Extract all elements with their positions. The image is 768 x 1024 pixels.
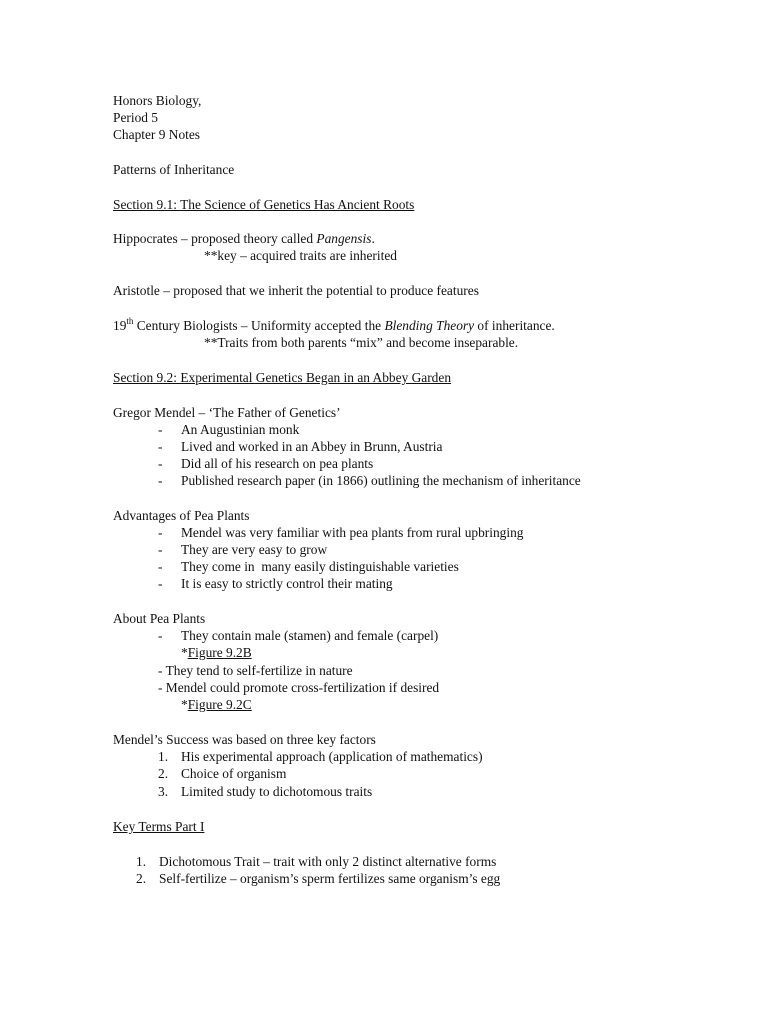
figure-9-2b: Figure 9.2B <box>187 645 252 660</box>
biologists-line <box>113 317 555 334</box>
list-item-text: Limited study to dichotomous traits <box>181 784 373 799</box>
list-item-text: Did all of his research on pea plants <box>181 456 374 471</box>
biologists-note: **Traits from both parents “mix” and become inseparable. <box>204 335 519 350</box>
period-line: Period 5 <box>113 110 159 125</box>
dash-marker: - <box>158 525 163 540</box>
list-item-text: Published research paper (in 1866) outlining the mechanism of inheritance <box>181 473 581 488</box>
number-marker: 2. <box>158 766 169 781</box>
number-marker: 3. <box>158 784 169 799</box>
list-item-text: Dichotomous Trait – trait with only 2 distinct alternative forms <box>159 854 497 869</box>
course-line: Honors Biology, <box>113 93 202 108</box>
dash-marker: - <box>158 542 163 557</box>
key-terms-heading: Key Terms Part I <box>113 819 205 834</box>
section-9-1-heading: Section 9.1: The Science of Genetics Has Ancient Roots <box>113 197 415 212</box>
hippocrates-text: Hippocrates – proposed theory called <box>113 231 317 246</box>
page-title: Patterns of Inheritance <box>113 162 235 177</box>
dash-marker: - <box>158 473 163 488</box>
mendel-title: Gregor Mendel – ‘The Father of Genetics’ <box>113 405 341 420</box>
number-marker: 1. <box>136 854 147 869</box>
hippocrates-line <box>113 230 375 247</box>
dash-marker: - <box>158 422 163 437</box>
figure-reference <box>181 644 252 661</box>
dash-marker: - <box>158 439 163 454</box>
list-item-text: They come in many easily distinguishable varieties <box>181 559 459 574</box>
dash-marker: - <box>158 628 163 643</box>
biologists-text: Century Biologists – Uniformity accepted the <box>133 318 385 333</box>
list-item-text: Choice of organism <box>181 766 287 781</box>
asterisk: * <box>181 645 188 660</box>
list-item-text: Lived and worked in an Abbey in Brunn, Austria <box>181 439 443 454</box>
number-marker: 1. <box>158 749 169 764</box>
century-number: 19 <box>113 318 127 333</box>
hippocrates-note: **key – acquired traits are inherited <box>204 248 397 263</box>
list-item-text: It is easy to strictly control their mating <box>181 576 393 591</box>
list-item-text: They are very easy to grow <box>181 542 328 557</box>
list-item-text: His experimental approach (application of mathematics) <box>181 749 483 764</box>
figure-9-2c: Figure 9.2C <box>187 697 252 712</box>
century-suffix: th <box>126 316 134 326</box>
dash-marker: - <box>158 576 163 591</box>
section-9-2-heading: Section 9.2: Experimental Genetics Began in an Abbey Garden <box>113 370 452 385</box>
self-fertilize-line: - They tend to self-fertilize in nature <box>158 663 353 678</box>
asterisk: * <box>181 697 188 712</box>
list-item-text: Mendel was very familiar with pea plants from rural upbringing <box>181 525 524 540</box>
pangensis-term: Pangensis <box>316 231 372 246</box>
list-item-text: An Augustinian monk <box>181 422 300 437</box>
chapter-line: Chapter 9 Notes <box>113 127 201 142</box>
advantages-title: Advantages of Pea Plants <box>113 508 250 523</box>
success-title: Mendel’s Success was based on three key factors <box>113 732 376 747</box>
number-marker: 2. <box>136 871 147 886</box>
aristotle-line: Aristotle – proposed that we inherit the potential to produce features <box>113 283 479 298</box>
list-item-text: They contain male (stamen) and female (carpel) <box>181 628 439 643</box>
list-item-text: Self-fertilize – organism’s sperm fertilizes same organism’s egg <box>159 871 501 886</box>
about-title: About Pea Plants <box>113 611 206 626</box>
blending-theory-term: Blending Theory <box>384 318 475 333</box>
dash-marker: - <box>158 456 163 471</box>
biologists-end: of inheritance. <box>474 318 555 333</box>
cross-fertilize-line: - Mendel could promote cross-fertilization if desired <box>158 680 440 695</box>
dash-marker: - <box>158 559 163 574</box>
figure-reference <box>181 696 252 713</box>
hippocrates-period: . <box>371 231 375 246</box>
